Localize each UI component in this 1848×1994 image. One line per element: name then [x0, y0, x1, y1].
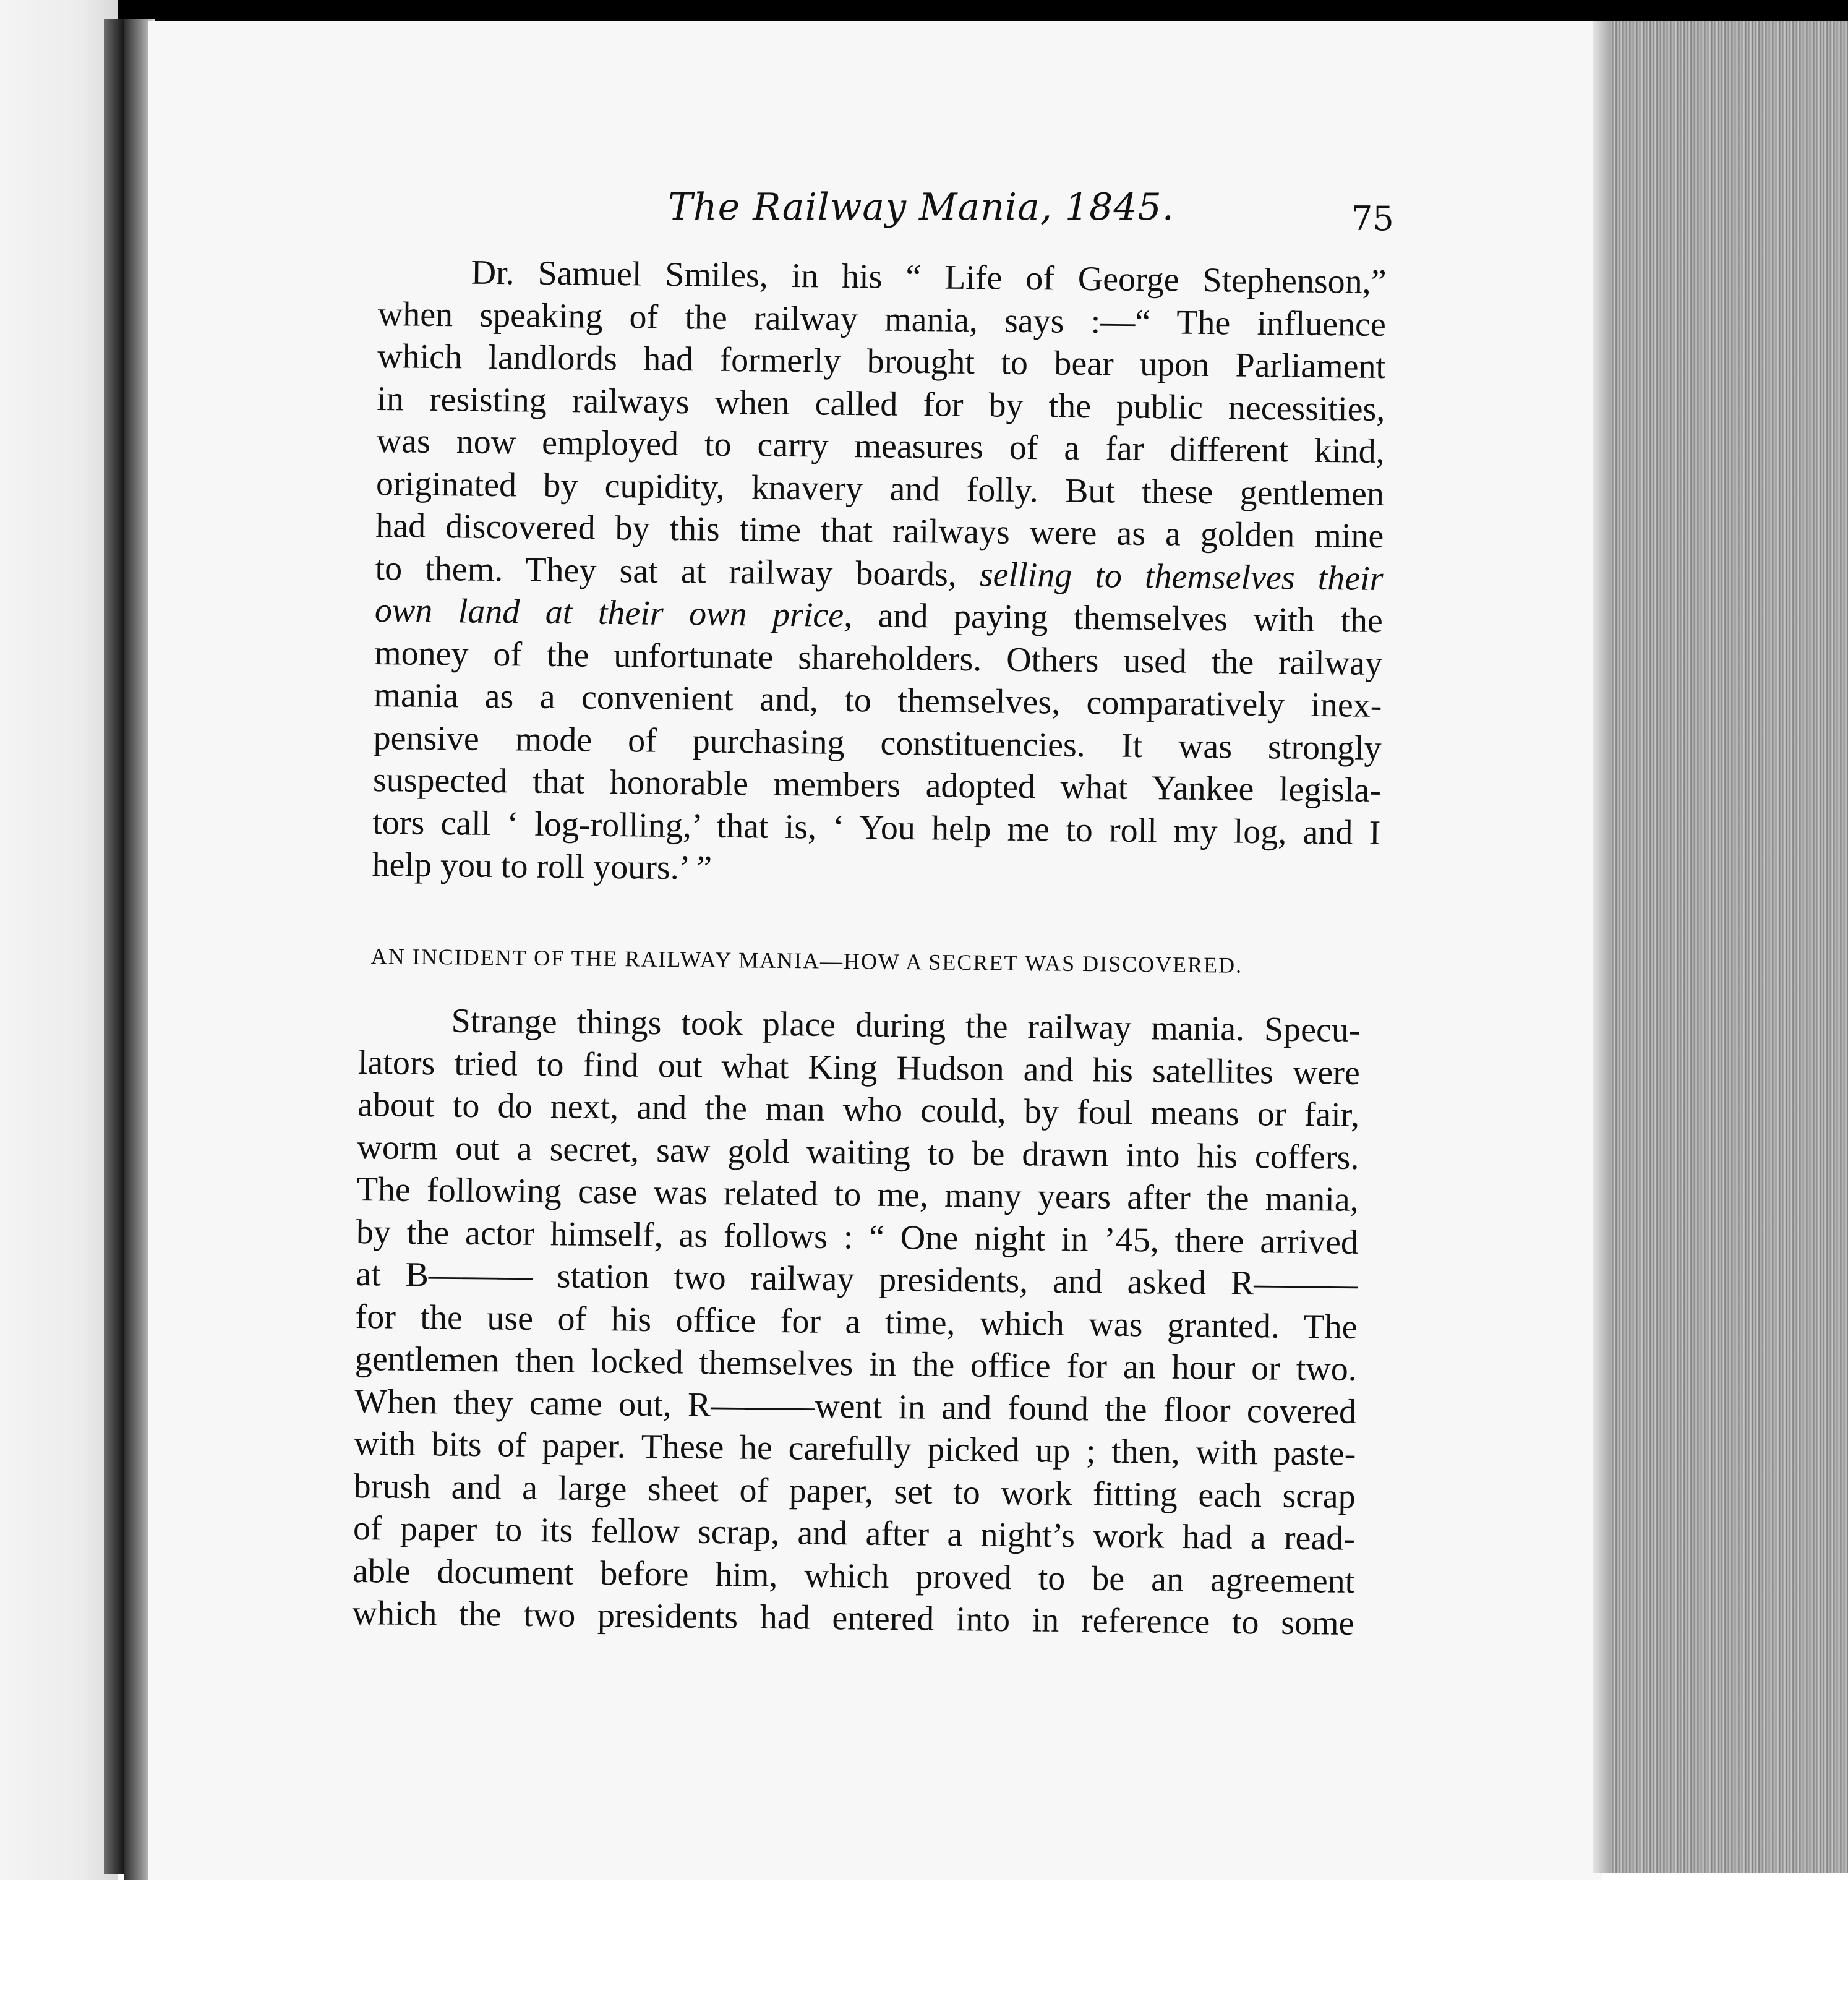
- facing-page-edge: [0, 0, 118, 1994]
- text-segment: and paying themselves with the: [878, 596, 1384, 641]
- text-line: The following case was related to me, many years after the mania,: [356, 1170, 1359, 1219]
- text-line: gentlemen then locked themselves in the office for an hour or two.: [354, 1339, 1358, 1389]
- italic-phrase: selling to themselves their: [979, 555, 1384, 598]
- text-line: originated by cupidity, knavery and folly. But these gentlemen: [375, 464, 1385, 513]
- text-line: was now employed to carry measures of a far different kind,: [376, 421, 1385, 471]
- paragraph-smiles-quote: [372, 250, 1387, 897]
- text-line: in resisting railways when called for by the public necessities,: [377, 379, 1385, 429]
- page-stack-edge: [1593, 21, 1848, 1873]
- page-number: 75: [1351, 199, 1394, 238]
- text-segment: to them. They sat at railway boards,: [375, 549, 957, 594]
- text-line: When they came out, R———went in and found the floor covered: [354, 1382, 1357, 1431]
- text-line: had discovered by this time that railways were as a golden mine: [375, 506, 1384, 556]
- text-line: help you to roll yours.’ ”: [372, 845, 712, 888]
- text-line: mania as a convenient and, to themselves, comparatively inex-: [374, 675, 1382, 725]
- text-line: by the actor himself, as follows : “ One night in ’45, there arrived: [356, 1212, 1359, 1262]
- italic-phrase: own land at their own price,: [374, 591, 853, 635]
- text-line: which landlords had formerly brought to bear upon Parliament: [377, 336, 1386, 387]
- text-line: brush and a large sheet of paper, set to work fitting each scrap: [353, 1466, 1356, 1516]
- running-head: The Railway Mania, 1845.: [668, 186, 1174, 229]
- text-line: worm out a secret, saw gold waiting to be drawn into his coffers.: [357, 1128, 1359, 1177]
- section-heading: AN INCIDENT OF THE RAILWAY MANIA—HOW A SECRET WAS DISCOVERED.: [370, 944, 1243, 978]
- scan-top-border: [0, 0, 1848, 21]
- text-line: when speaking of the railway mania, says :—“ The influence: [377, 294, 1387, 344]
- text-line: pensive mode of purchasing constituencies. It was strongly: [373, 718, 1382, 768]
- text-line: tors call ‘ log-rolling,’ that is, ‘ You help me to roll my log, and I: [372, 803, 1381, 852]
- text-line: for the use of his office for a time, which was granted. The: [355, 1297, 1358, 1346]
- text-line: money of the unfortunate shareholders. Others used the railway: [374, 633, 1383, 683]
- text-line: at B——— station two railway presidents, and asked R———: [356, 1254, 1358, 1304]
- text-line: which the two presidents had entered into in reference to some: [352, 1593, 1354, 1643]
- text-line: with bits of paper. These he carefully picked up ; then, with paste-: [354, 1424, 1356, 1473]
- text-line: able document before him, which proved to be an agreement: [352, 1551, 1355, 1601]
- text-line: of paper to its fellow scrap, and after a night’s work had a read-: [353, 1508, 1356, 1558]
- page-stack-shadow: [1593, 21, 1611, 1873]
- text-line: about to do next, and the man who could, by foul means or fair,: [357, 1085, 1360, 1134]
- text-line: Strange things took place during the railway mania. Specu-: [451, 1001, 1361, 1050]
- scan-bottom-margin: [0, 1880, 1848, 1994]
- text-line: suspected that honorable members adopted what Yankee legisla-: [372, 760, 1382, 810]
- text-line: lators tried to find out what King Hudson and his satellites were: [357, 1043, 1361, 1092]
- text-line: Dr. Samuel Smiles, in his “ Life of George Stephenson,”: [471, 253, 1387, 302]
- paragraph-incident: [352, 999, 1361, 1645]
